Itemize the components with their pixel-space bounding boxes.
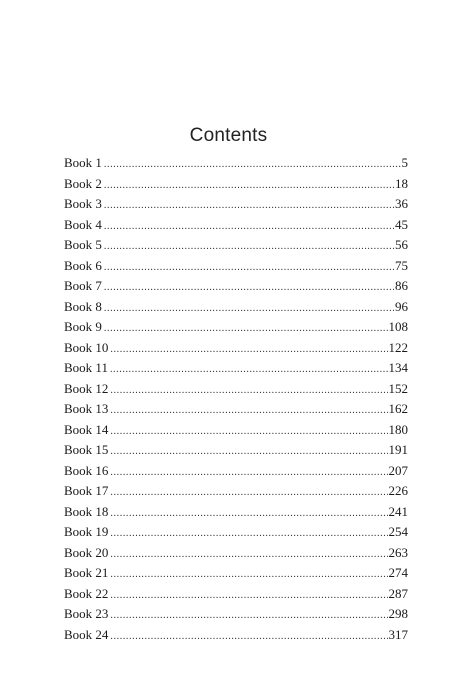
toc-entry-label: Book 23 bbox=[64, 606, 109, 621]
toc-entry-label: Book 19 bbox=[64, 524, 109, 539]
toc-entry[interactable] bbox=[64, 256, 408, 277]
toc-entry[interactable] bbox=[64, 174, 408, 195]
toc-entry-page-number: 207 bbox=[388, 462, 408, 478]
toc-entry[interactable] bbox=[64, 399, 408, 420]
toc-entry-page-number: 263 bbox=[388, 544, 408, 560]
dot-leader bbox=[110, 442, 387, 463]
toc-entry-page-number: 75 bbox=[395, 257, 408, 273]
toc-entry-page-number: 5 bbox=[401, 155, 408, 170]
dot-leader bbox=[110, 463, 387, 484]
toc-entry-label: Book 1 bbox=[64, 155, 102, 170]
dot-leader bbox=[110, 360, 388, 381]
toc-entry-page-number: 18 bbox=[395, 175, 408, 191]
dot-leader bbox=[110, 545, 387, 566]
toc-entry[interactable] bbox=[64, 625, 408, 646]
toc-entry-page-number: 134 bbox=[388, 360, 408, 375]
dot-leader bbox=[104, 319, 388, 340]
toc-entry-page-number: 152 bbox=[388, 380, 408, 396]
toc-entry[interactable] bbox=[64, 604, 408, 625]
toc-entry-label: Book 9 bbox=[64, 319, 102, 334]
toc-entry-page-number: 86 bbox=[395, 278, 408, 293]
toc-entry-page-number: 254 bbox=[388, 524, 408, 539]
dot-leader bbox=[110, 627, 387, 648]
dot-leader bbox=[104, 299, 394, 320]
toc-entry[interactable] bbox=[64, 276, 408, 297]
toc-entry[interactable] bbox=[64, 502, 408, 523]
toc-entry-page-number: 162 bbox=[388, 401, 408, 416]
toc-entry[interactable] bbox=[64, 338, 408, 359]
dot-leader bbox=[110, 422, 387, 443]
toc-entry[interactable] bbox=[64, 584, 408, 605]
dot-leader bbox=[110, 483, 387, 504]
toc-entry-label: Book 11 bbox=[64, 360, 108, 375]
toc-entry-label: Book 7 bbox=[64, 278, 102, 293]
toc-entry-page-number: 287 bbox=[388, 585, 408, 601]
dot-leader bbox=[110, 401, 387, 422]
dot-leader bbox=[110, 381, 387, 402]
toc-entry-page-number: 274 bbox=[388, 565, 408, 580]
toc-entry[interactable] bbox=[64, 317, 408, 338]
toc-entry[interactable] bbox=[64, 543, 408, 564]
table-of-contents bbox=[64, 153, 408, 645]
dot-leader bbox=[104, 155, 401, 176]
toc-entry-page-number: 122 bbox=[388, 339, 408, 355]
dot-leader bbox=[110, 565, 387, 586]
toc-entry-label: Book 16 bbox=[64, 462, 109, 478]
toc-entry-label: Book 6 bbox=[64, 257, 102, 273]
page-title: Contents bbox=[189, 124, 268, 146]
toc-entry-label: Book 10 bbox=[64, 339, 109, 355]
toc-entry-page-number: 298 bbox=[388, 606, 408, 621]
toc-entry-label: Book 5 bbox=[64, 237, 102, 252]
toc-entry[interactable] bbox=[64, 563, 408, 584]
dot-leader bbox=[110, 340, 387, 361]
toc-entry-label: Book 8 bbox=[64, 298, 102, 314]
toc-entry-label: Book 17 bbox=[64, 483, 109, 498]
toc-entry-page-number: 36 bbox=[395, 196, 408, 211]
toc-entry-label: Book 22 bbox=[64, 585, 109, 601]
toc-entry[interactable] bbox=[64, 379, 408, 400]
toc-entry[interactable] bbox=[64, 481, 408, 502]
dot-leader bbox=[104, 176, 394, 197]
toc-entry-label: Book 20 bbox=[64, 544, 109, 560]
toc-entry[interactable] bbox=[64, 461, 408, 482]
toc-entry-label: Book 12 bbox=[64, 380, 109, 396]
toc-entry-label: Book 21 bbox=[64, 565, 109, 580]
dot-leader bbox=[104, 237, 394, 258]
toc-entry-label: Book 18 bbox=[64, 503, 109, 519]
toc-entry-page-number: 241 bbox=[388, 503, 408, 519]
dot-leader bbox=[104, 196, 394, 217]
toc-entry-label: Book 24 bbox=[64, 626, 109, 642]
toc-entry-page-number: 191 bbox=[388, 442, 408, 457]
dot-leader bbox=[104, 258, 394, 279]
dot-leader bbox=[110, 524, 387, 545]
dot-leader bbox=[104, 278, 394, 299]
toc-entry-page-number: 56 bbox=[395, 237, 408, 252]
toc-entry-page-number: 180 bbox=[388, 421, 408, 437]
toc-entry-page-number: 96 bbox=[395, 298, 408, 314]
toc-entry[interactable] bbox=[64, 297, 408, 318]
toc-entry-page-number: 317 bbox=[388, 626, 408, 642]
toc-entry-label: Book 13 bbox=[64, 401, 109, 416]
toc-entry[interactable] bbox=[64, 440, 408, 461]
toc-entry-page-number: 45 bbox=[395, 216, 408, 232]
toc-entry-page-number: 108 bbox=[388, 319, 408, 334]
toc-entry-label: Book 3 bbox=[64, 196, 102, 211]
toc-entry-label: Book 2 bbox=[64, 175, 102, 191]
toc-entry-page-number: 226 bbox=[388, 483, 408, 498]
toc-entry-label: Book 4 bbox=[64, 216, 102, 232]
toc-entry[interactable] bbox=[64, 215, 408, 236]
toc-entry[interactable] bbox=[64, 235, 408, 256]
toc-entry[interactable] bbox=[64, 194, 408, 215]
toc-entry[interactable] bbox=[64, 522, 408, 543]
dot-leader bbox=[110, 606, 387, 627]
dot-leader bbox=[110, 586, 387, 607]
toc-entry[interactable] bbox=[64, 420, 408, 441]
toc-entry[interactable] bbox=[64, 153, 408, 174]
dot-leader bbox=[110, 504, 387, 525]
toc-entry[interactable] bbox=[64, 358, 408, 379]
toc-entry-label: Book 14 bbox=[64, 421, 109, 437]
dot-leader bbox=[104, 217, 394, 238]
toc-entry-label: Book 15 bbox=[64, 442, 109, 457]
